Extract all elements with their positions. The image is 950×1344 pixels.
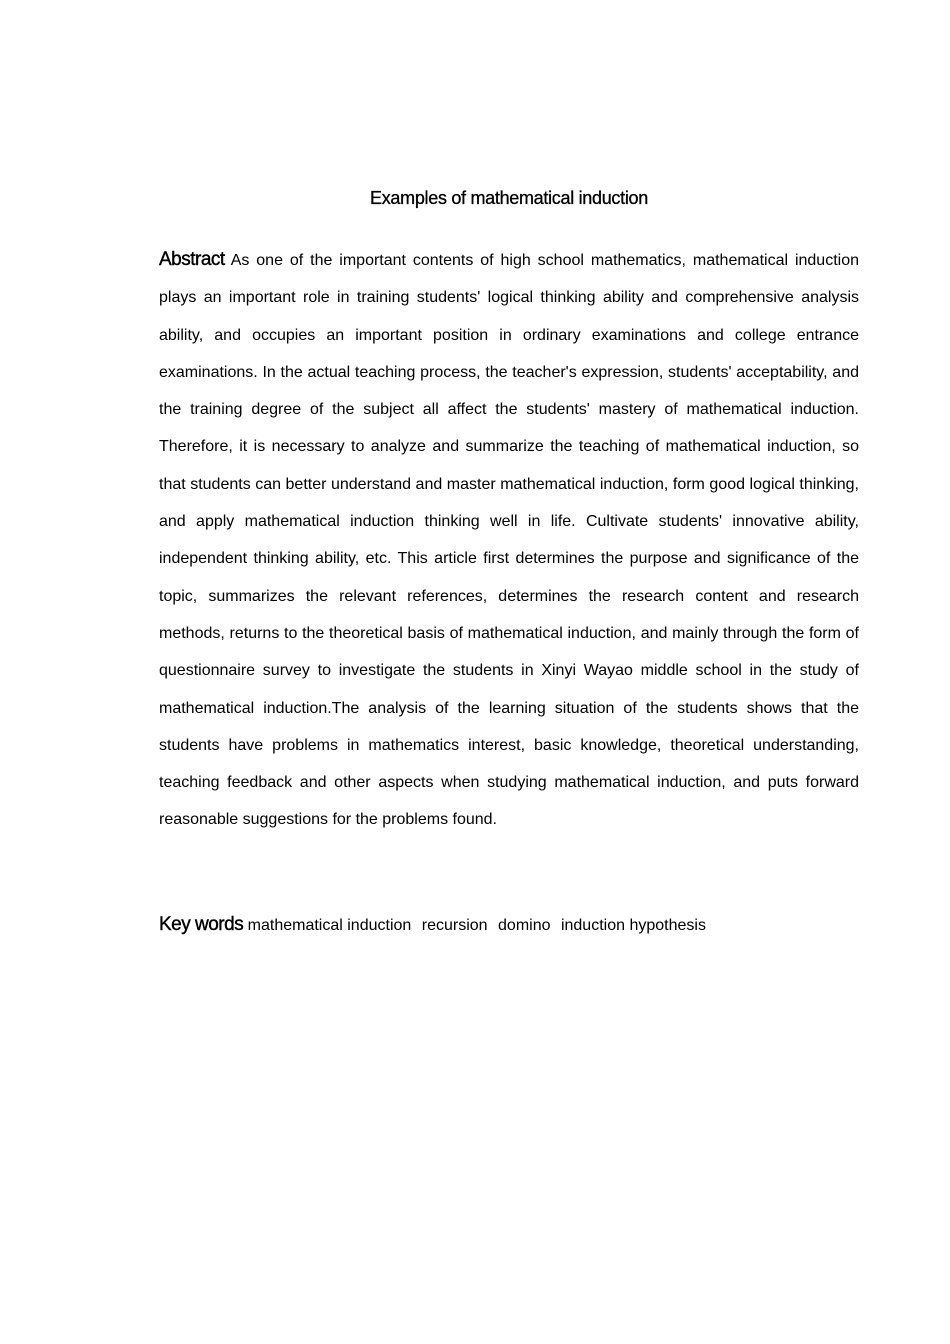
abstract-paragraph [159, 241, 859, 839]
keyword-item: domino [498, 917, 551, 934]
keyword-item: induction hypothesis [560, 917, 706, 934]
document-title: Examples of mathematical induction [370, 188, 648, 208]
keywords-line [159, 910, 859, 941]
keywords-label: Key words [159, 914, 244, 935]
abstract-label: Abstract [159, 249, 225, 270]
abstract-text: As one of the important contents of high school mathematics, mathematical induction plays an important role in training students' logical thinking ability and comprehensive analysis ability, and occupies an important position in ordinary examinations and college entrance examinations. In the actual teaching process, the teacher's expression, students' acceptability, and the training degree of the subject all affect the students' mastery of mathematical induction. Therefore, it is necessary to analyze and summarize the teaching of mathematical induction, so that students can better understand and master mathematical induction, form good logical thinking, and apply mathematical induction thinking well in life. Cultivate students' innovative ability, independent thinking ability, etc. This article first determines the purpose and significance of the topic, summarizes the relevant references, determines the research content and research methods, returns to the theoretical basis of mathematical induction, and mainly through the form of questionnaire survey to investigate the students in Xinyi Wayao middle school in the study of mathematical induction.The analysis of the learning situation of the students shows that the students have problems in mathematics interest, basic knowledge, theoretical understanding, teaching feedback and other aspects when studying mathematical induction, and puts forward reasonable suggestions for the problems found. [159, 252, 859, 829]
keyword-item: mathematical induction [247, 917, 412, 934]
keyword-item: recursion [421, 917, 488, 934]
